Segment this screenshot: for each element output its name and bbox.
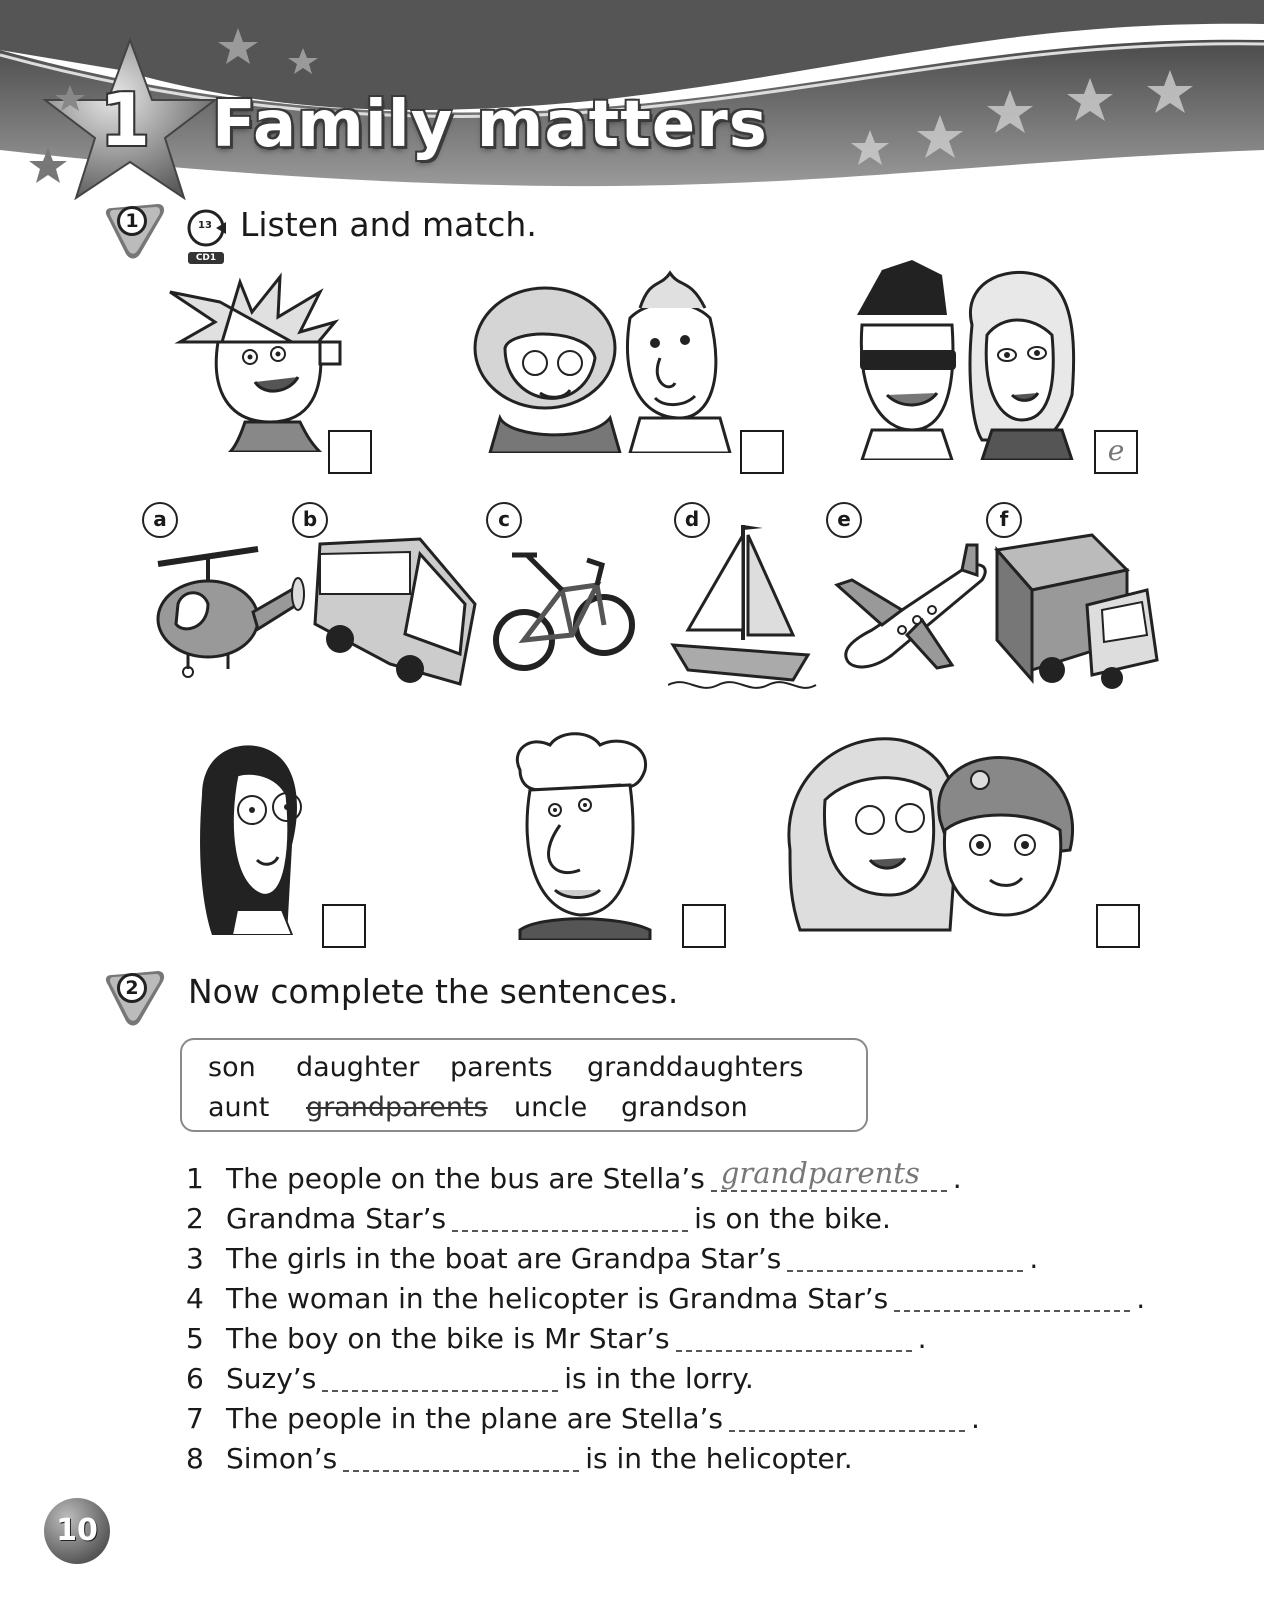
- sentence-text: The girls in the boat are Grandpa Star’s: [226, 1242, 782, 1275]
- sentence-5: [186, 1322, 927, 1355]
- bike-illustration: [492, 540, 642, 680]
- sentence-number: 5: [186, 1322, 204, 1355]
- sentence-number: 4: [186, 1282, 204, 1315]
- boat-illustration: [668, 520, 818, 700]
- sentence-text: Grandma Star’s: [226, 1202, 447, 1235]
- exercise-1-number: 1: [117, 206, 147, 236]
- exercise-1-instruction: Listen and match.: [240, 205, 537, 244]
- sentence-3: [186, 1242, 1038, 1275]
- sentence-text: is in the lorry.: [564, 1362, 754, 1395]
- vehicle-letter-e: e: [826, 502, 862, 538]
- sentence-text: The people in the plane are Stella’s: [226, 1402, 724, 1435]
- man-illustration: [500, 730, 670, 940]
- vehicle-letter-d: d: [674, 502, 710, 538]
- sentence-number: 3: [186, 1242, 204, 1275]
- cd-label: CD1: [188, 252, 224, 264]
- exercise-2-instruction: Now complete the sentences.: [188, 972, 679, 1011]
- sentence-text: .: [1029, 1242, 1039, 1275]
- vehicle-letter-c: c: [486, 502, 522, 538]
- sentence-number: 6: [186, 1362, 204, 1395]
- sentence-2: [186, 1202, 891, 1235]
- answer-box-woman[interactable]: [322, 904, 366, 948]
- plane-illustration: [832, 540, 992, 680]
- word-bank-item: granddaughters: [587, 1052, 804, 1083]
- sentence-7: [186, 1402, 980, 1435]
- word-bank-item: uncle: [514, 1092, 588, 1123]
- sentence-4: [186, 1282, 1145, 1315]
- answer-blank-5[interactable]: [676, 1324, 912, 1352]
- sentence-number: 1: [186, 1162, 204, 1195]
- sentence-text: .: [1136, 1282, 1146, 1315]
- sentence-text: .: [971, 1402, 980, 1435]
- sentence-number: 2: [186, 1202, 204, 1235]
- word-bank-item: grandson: [621, 1092, 748, 1123]
- word-bank-item-used: grandparents: [306, 1092, 488, 1123]
- sentence-text: Simon’s: [226, 1442, 338, 1475]
- sentence-text: The boy on the bike is Mr Star’s: [226, 1322, 670, 1355]
- word-bank: [180, 1038, 868, 1132]
- grandparents-illustration: [470, 268, 740, 453]
- answer-blank-2[interactable]: [452, 1204, 688, 1232]
- sentence-number: 8: [186, 1442, 204, 1475]
- word-bank-item: aunt: [208, 1092, 270, 1123]
- boy-illustration: [160, 272, 350, 452]
- answer-blank-7[interactable]: [729, 1404, 965, 1432]
- sentence-8: [186, 1442, 853, 1475]
- page-number: 10: [44, 1498, 110, 1564]
- sentence-text: The woman in the helicopter is Grandma Star’s: [226, 1282, 889, 1315]
- unit-title: Family matters: [212, 88, 768, 162]
- word-bank-item: parents: [450, 1052, 553, 1083]
- answer-box-man[interactable]: [682, 904, 726, 948]
- lorry-illustration: [992, 530, 1162, 690]
- unit-number: 1: [100, 78, 151, 162]
- answer-blank-6[interactable]: [322, 1364, 558, 1392]
- woman-illustration: [192, 735, 322, 935]
- sentence-1: [186, 1156, 962, 1195]
- vehicle-letter-a: a: [142, 502, 178, 538]
- girls-illustration: [780, 730, 1100, 940]
- sentence-text: .: [952, 1162, 962, 1195]
- audio-track-number: 13: [198, 220, 212, 231]
- vehicle-letter-f: f: [986, 502, 1022, 538]
- answer-box-girls[interactable]: [1096, 904, 1140, 948]
- vehicle-letter-b: b: [292, 502, 328, 538]
- sentence-text: is in the helicopter.: [585, 1442, 853, 1475]
- answer-blank-8[interactable]: [343, 1444, 579, 1472]
- sentence-text: .: [917, 1322, 927, 1355]
- exercise-2-number: 2: [117, 973, 147, 1003]
- sentence-number: 7: [186, 1402, 204, 1435]
- answer-blank-3[interactable]: [787, 1244, 1023, 1272]
- word-bank-item: daughter: [296, 1052, 420, 1083]
- word-bank-item: son: [208, 1052, 256, 1083]
- sentence-text: Suzy’s: [226, 1362, 317, 1395]
- parents-illustration: [842, 255, 1082, 460]
- answer-blank-1[interactable]: [711, 1156, 947, 1192]
- answer-filled: grandparents: [720, 1156, 920, 1190]
- answer-box-boy[interactable]: [328, 430, 372, 474]
- bus-illustration: [310, 524, 480, 689]
- sentence-text: The people on the bus are Stella’s: [226, 1162, 705, 1195]
- answer-box-parents[interactable]: e: [1094, 430, 1138, 474]
- helicopter-illustration: [148, 534, 308, 684]
- answer-blank-4[interactable]: [894, 1284, 1130, 1312]
- sentence-text: is on the bike.: [694, 1202, 891, 1235]
- sentence-6: [186, 1362, 754, 1395]
- answer-box-grandparents[interactable]: [740, 430, 784, 474]
